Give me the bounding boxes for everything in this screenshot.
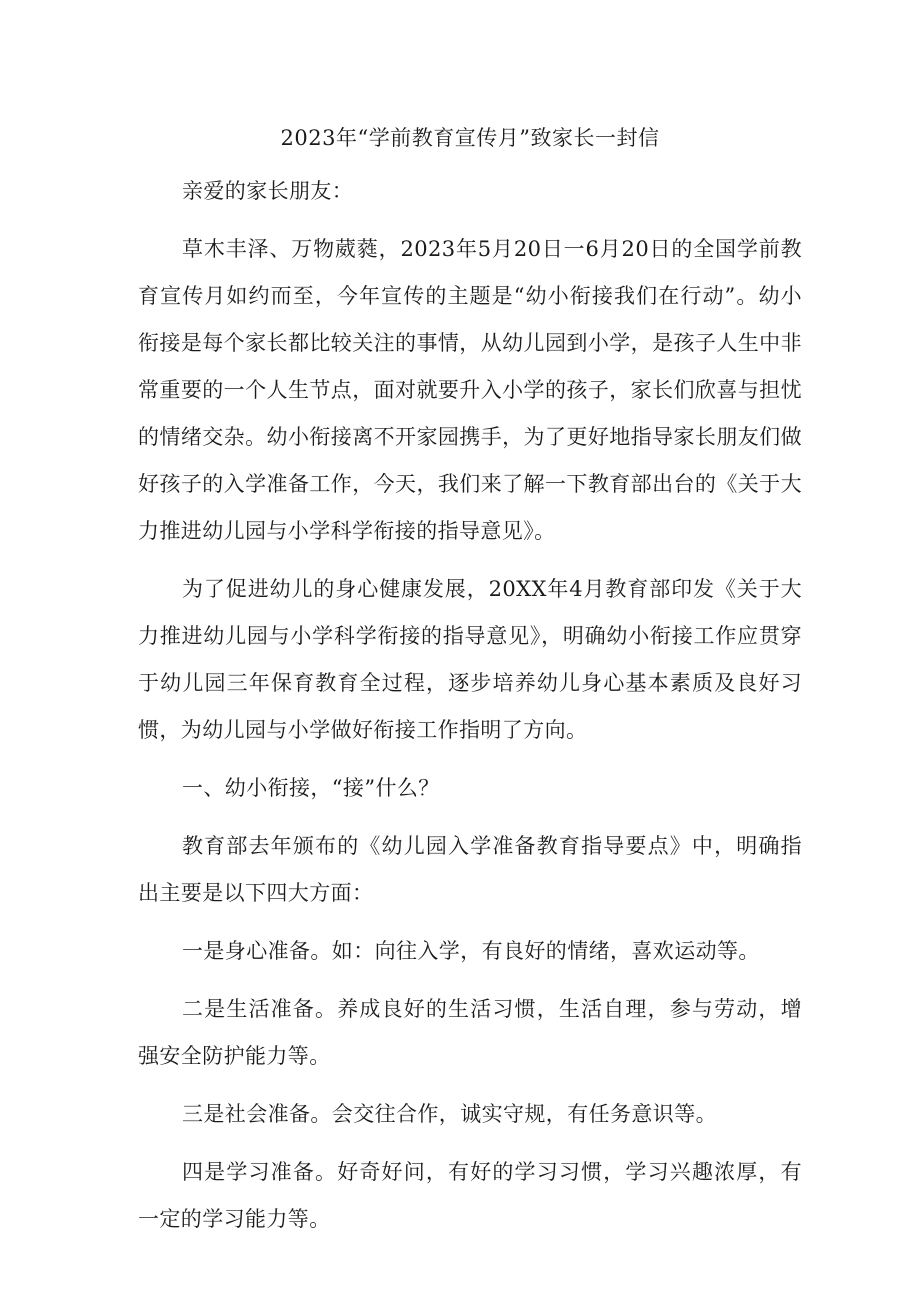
list-item-learning: 四是学习准备。好奇好问，有好的学习习惯，学习兴趣浓厚，有一定的学习能力等。 (138, 1160, 802, 1231)
document-title: 2023年“学前教育宣传月”致家长一封信 (280, 126, 660, 150)
salutation: 亲爱的家长朋友： (182, 179, 354, 203)
paragraph-intro: 草木丰泽、万物葳蕤，2023年5月20日一6月20日的全国学前教育宣传月如约而至，今年宣传的主题是“幼小衔接我们在行动”。幼小衔接是每个家长都比较关注的事情，从幼儿园到小学，是孩子人生中非常重要的一个人生节点，面对就要升入小学的孩子，家长们欣喜与担忧的情绪交杂。幼小衔接离不开家园携手，为了更好地指导家长朋友们做好孩子的入学准备工作，今天，我们来了解一下教育部出台的《关于大力推进幼儿园与小学科学衔接的指导意见》。 (138, 237, 802, 543)
paragraph-key-points: 教育部去年颁布的《幼儿园入学准备教育指导要点》中，明确指出主要是以下四大方面： (138, 834, 802, 905)
section-heading-one: 一、幼小衔接，“接”什么？ (182, 776, 440, 800)
list-item-physical-mental: 一是身心准备。如：向往入学，有良好的情绪，喜欢运动等。 (182, 939, 760, 963)
paragraph-guidance: 为了促进幼儿的身心健康发展，20XX年4月教育部印发《关于大力推进幼儿园与小学科学衔接的指导意见》，明确幼小衔接工作应贯穿于幼儿园三年保育教育全过程，逐步培养幼儿身心基本素质及良好习惯，为幼儿园与小学做好衔接工作指明了方向。 (138, 577, 802, 742)
list-item-social: 三是社会准备。会交往合作，诚实守规，有任务意识等。 (182, 1102, 717, 1126)
list-item-life: 二是生活准备。养成良好的生活习惯，生活自理，参与劳动，增强安全防护能力等。 (138, 997, 802, 1068)
document-body (138, 118, 802, 1254)
